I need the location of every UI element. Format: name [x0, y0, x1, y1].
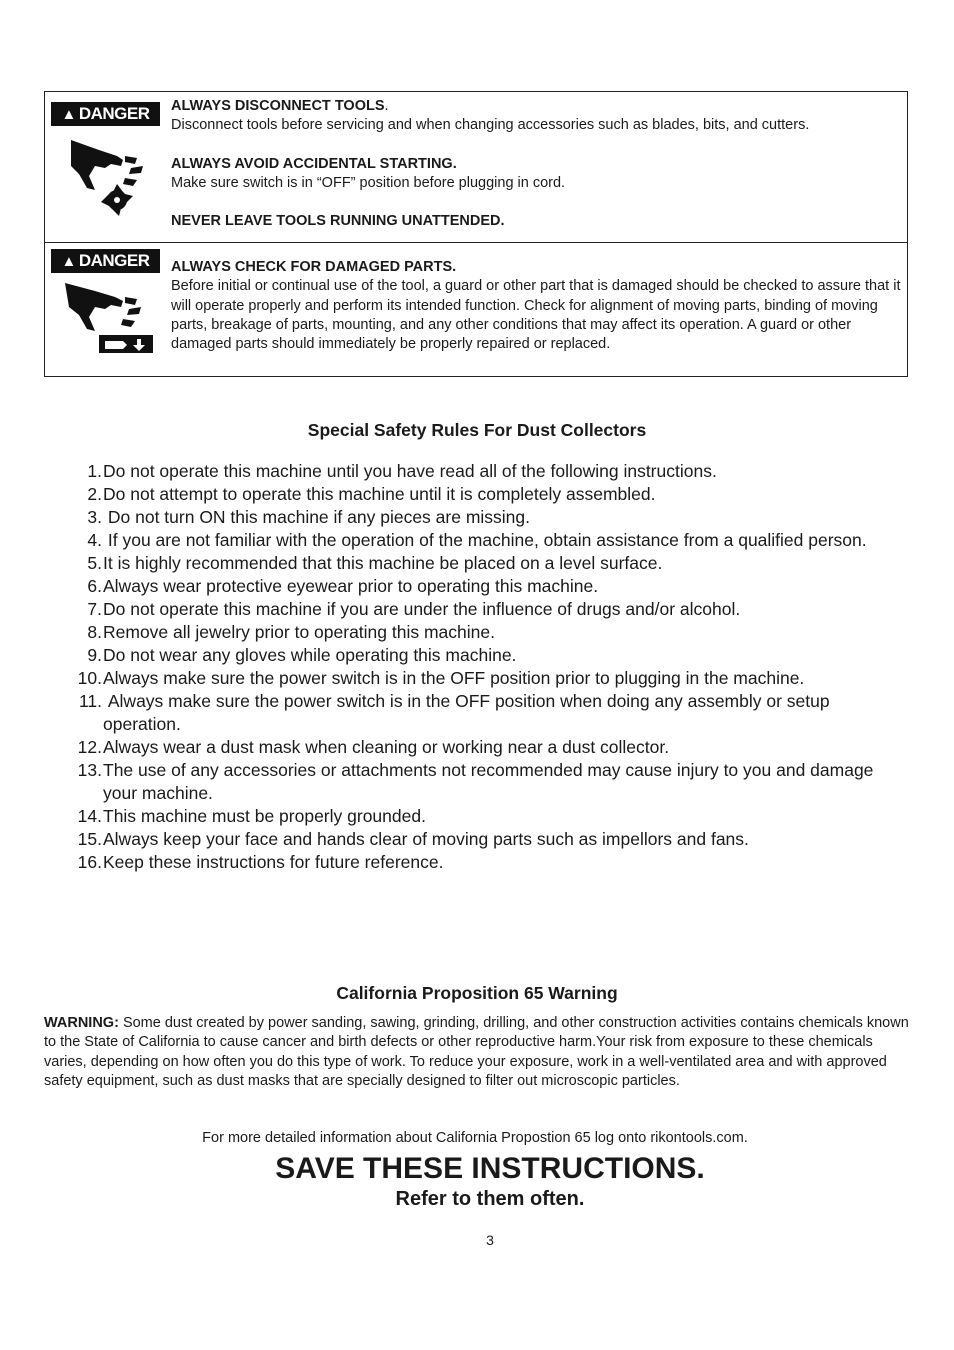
rule-number: 9. — [87, 645, 102, 665]
rule-item — [70, 621, 910, 644]
rule-text: Always wear a dust mask when cleaning or working near a dust collector. — [103, 737, 670, 757]
warning-text: Some dust created by power sanding, sawing, grinding, drilling, and other construction activities contains chemicals known to the State of California to cause cancer and birth defects or other reproductive harm.Your risk from exposure to these chemicals varies, depending on how often you do this type of work. To reduce your exposure, work in a well-ventilated area and with approved safety equipment, such as dust masks that are specially designed to filter out microscopic particles. — [44, 1015, 909, 1089]
prop65-title: California Proposition 65 Warning — [336, 983, 618, 1003]
refer-subtitle: Refer to them often. — [395, 1188, 585, 1210]
rule-text: Do not turn ON this machine if any pieces are missing. — [103, 507, 531, 527]
danger-text-disconnect: ALWAYS DISCONNECT TOOLS. Disconnect tools before servicing and when changing accessories such as blades, bits, and cutters. ALWAYS AVOID ACCIDENTAL STARTING. Make sure switch is in “OFF” position before plugging in cord. NEVER LEAVE TOOLS RUNNING UNATTENDED. — [171, 98, 810, 230]
danger-table — [44, 91, 908, 377]
danger-badge: ▲ DANGER — [51, 249, 160, 273]
hand-blade-hazard-icon — [65, 136, 149, 222]
rule-item — [70, 805, 910, 828]
rule-number: 7. — [87, 599, 102, 619]
rule-text: Do not attempt to operate this machine until it is completely assembled. — [103, 484, 656, 504]
rule-number: 13. — [77, 760, 102, 780]
rule-number: 5. — [87, 553, 102, 573]
rule-text: Do not operate this machine until you have read all of the following instructions. — [103, 461, 717, 481]
rule-number: 1. — [87, 461, 102, 481]
rule-text: It is highly recommended that this machine be placed on a level surface. — [103, 553, 663, 573]
rule-text: Always keep your face and hands clear of moving parts such as impellors and fans. — [103, 829, 749, 849]
rule-text: The use of any accessories or attachments not recommended may cause injury to you and damage your machine. — [103, 760, 879, 803]
rule-number: 4. — [87, 530, 102, 550]
rule-text: Keep these instructions for future reference. — [103, 852, 444, 872]
rule-number: 15. — [77, 829, 102, 849]
rule-item — [70, 460, 910, 483]
rule-item — [70, 644, 910, 667]
rule-text: Do not operate this machine if you are under the influence of drugs and/or alcohol. — [103, 599, 741, 619]
warning-triangle-icon: ▲ — [61, 105, 76, 123]
rule-number: 11. — [78, 691, 102, 711]
rule-item — [70, 759, 910, 805]
rule-number: 8. — [87, 622, 102, 642]
rule-number: 2. — [87, 484, 102, 504]
save-instructions-title: SAVE THESE INSTRUCTIONS. — [275, 1152, 705, 1185]
rule-text: Always wear protective eyewear prior to operating this machine. — [103, 576, 599, 596]
danger-row-damaged-parts — [45, 243, 907, 376]
prop65-warning-paragraph — [44, 1014, 910, 1091]
rule-number: 16. — [77, 852, 102, 872]
danger-row-disconnect — [45, 92, 907, 243]
rule-item — [70, 851, 910, 874]
rule-item — [70, 736, 910, 759]
rule-item — [70, 552, 910, 575]
danger-text-damaged-parts: ALWAYS CHECK FOR DAMAGED PARTS. Before initial or continual use of the tool, a guard or other part that is damaged should be checked to assure that it will operate properly and perform its intended function. Check for alignment of moving parts, binding of moving parts, breakage of parts, mounting, and any other conditions that may affect its operation. A guard or other damaged parts should immediately be properly repaired or replaced. — [171, 259, 901, 353]
safety-rules-list — [70, 460, 910, 874]
rule-text: Always make sure the power switch is in the OFF position when doing any assembly or setup operation. — [103, 691, 835, 734]
rule-item — [70, 598, 910, 621]
rule-item — [70, 667, 910, 690]
danger-badge: ▲ DANGER — [51, 102, 160, 126]
rules-title: Special Safety Rules For Dust Collectors — [307, 420, 647, 440]
rule-item — [70, 483, 910, 506]
hand-damaged-part-icon — [65, 281, 153, 357]
rule-text: Remove all jewelry prior to operating this machine. — [103, 622, 495, 642]
rule-item — [70, 506, 910, 529]
rule-item — [70, 828, 910, 851]
rule-item — [70, 575, 910, 598]
rule-number: 10. — [77, 668, 102, 688]
rule-text: If you are not familiar with the operation of the machine, obtain assistance from a qualified person. — [103, 530, 867, 550]
rule-number: 12. — [77, 737, 102, 757]
more-info-text: For more detailed information about California Propostion 65 log onto rikontools.com. — [202, 1130, 748, 1146]
rule-item — [70, 529, 910, 552]
warning-label: WARNING: — [44, 1015, 119, 1031]
rule-text: Always make sure the power switch is in the OFF position prior to plugging in the machine. — [103, 668, 805, 688]
rule-number: 6. — [87, 576, 102, 596]
rule-number: 14. — [77, 806, 102, 826]
warning-triangle-icon: ▲ — [61, 252, 76, 270]
rule-text: Do not wear any gloves while operating this machine. — [103, 645, 517, 665]
rule-item — [70, 690, 910, 736]
page-number: 3 — [486, 1232, 494, 1248]
rule-text: This machine must be properly grounded. — [103, 806, 426, 826]
rule-number: 3. — [87, 507, 102, 527]
